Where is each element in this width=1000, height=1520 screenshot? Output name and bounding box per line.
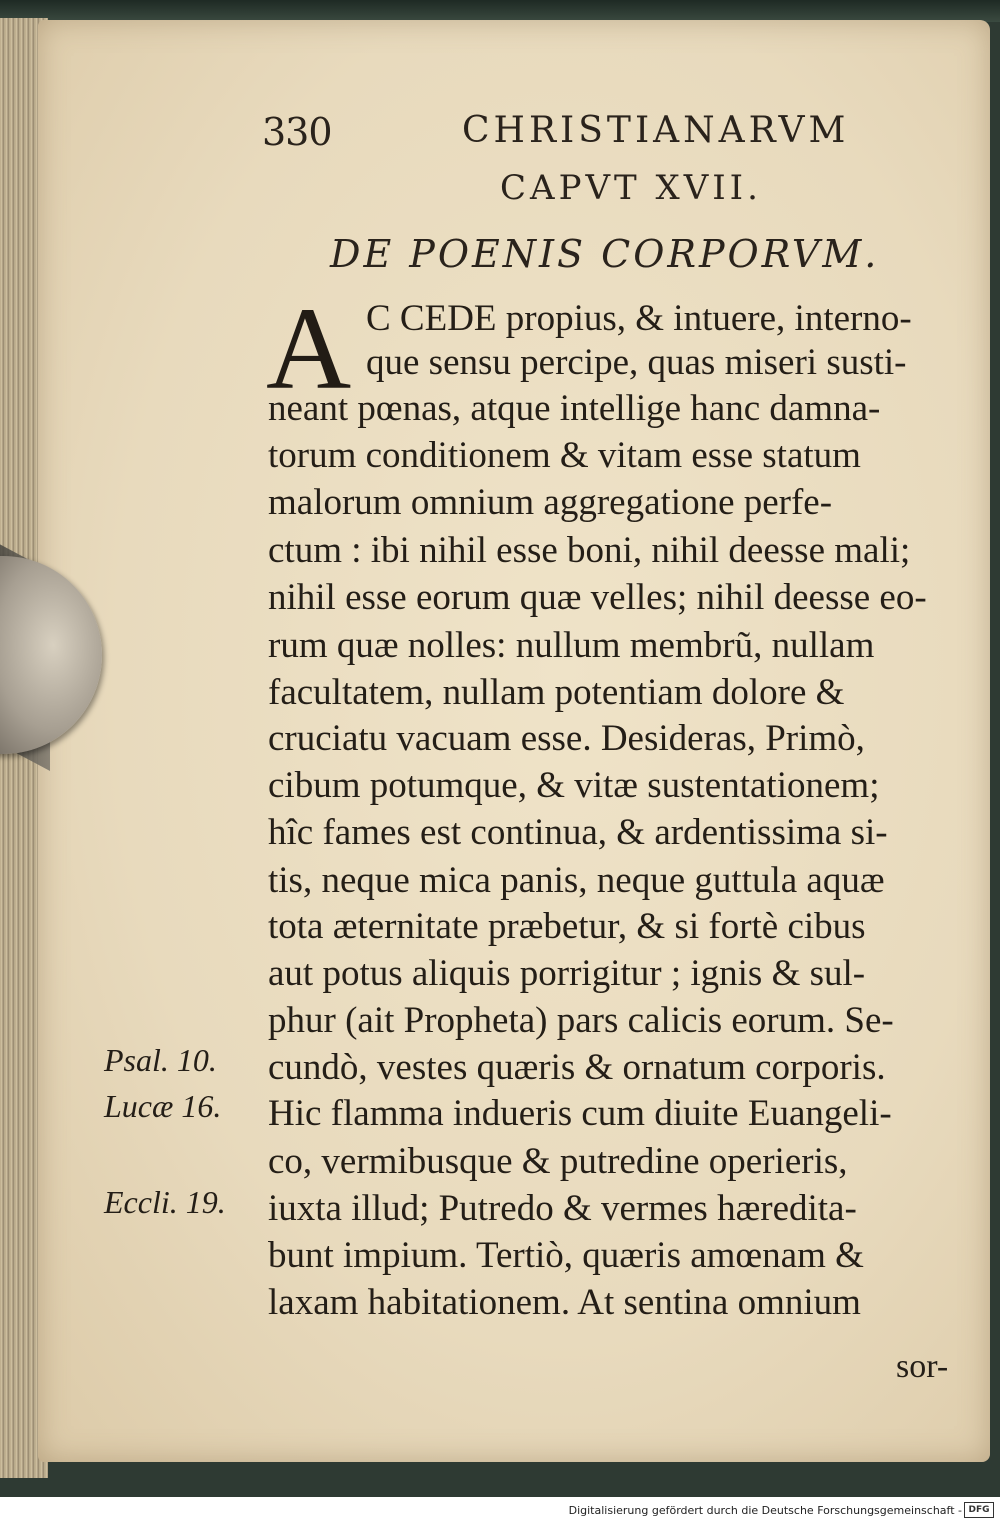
text-line: laxam habitationem. At sentina omnium [268,1282,861,1323]
text-line: torum conditionem & vitam esse statum [268,435,861,476]
text-line: cundò, vestes quæris & ornatum corporis. [268,1047,886,1088]
text-line: ctum : ibi nihil esse boni, nihil deesse mali; [268,530,911,571]
text-line: que sensu percipe, quas miseri susti- [366,342,907,383]
chapter-title: CAPVT XVII. [500,168,762,208]
section-heading: DE POENIS CORPORVM. [330,232,880,276]
text-line: neant pœnas, atque intellige hanc damna- [268,388,881,429]
text-line: cruciatu vacuam esse. Desideras, Primò, [268,718,865,759]
running-title: CHRISTIANARVM [462,110,850,151]
text-line: C CEDE propius, & intuere, interno- [366,298,912,339]
text-line: tis, neque mica panis, neque guttula aquæ [268,860,885,901]
cover-edge [0,0,1000,22]
margin-note-luca: Lucæ 16. [104,1088,222,1124]
text-line: nihil esse eorum quæ velles; nihil deesse eo- [268,577,927,618]
text-line: malorum omnium aggregatione perfe- [268,482,833,523]
page-header [262,110,952,160]
text-line: hîc fames est continua, & ardentissima si- [268,812,888,853]
catchword: sor- [896,1348,949,1385]
text-line: iuxta illud; Putredo & vermes hæredita- [268,1188,857,1229]
drop-cap: A [266,283,352,414]
text-line: cibum potumque, & vitæ sustentationem; [268,765,880,806]
text-line: co, vermibusque & putredine operieris, [268,1141,848,1182]
dfg-logo-icon: DFG [964,1502,994,1518]
text-line: rum quæ nolles: nullum membrũ, nullam [268,625,875,666]
text-line: aut potus aliquis porrigitur ; ignis & sul- [268,953,866,994]
page-number: 330 [262,110,332,154]
text-line: tota æternitate præbetur, & si fortè cibus [268,906,866,947]
footer-credit: Digitalisierung gefördert durch die Deutsche Forschungsgemeinschaft - [568,1504,962,1517]
margin-note-eccli: Eccli. 19. [104,1184,226,1220]
text-line: bunt impium. Tertiò, quæris amœnam & [268,1235,864,1276]
text-line: Hic flamma indueris cum diuite Euangeli- [268,1093,892,1134]
text-line: phur (ait Propheta) pars calicis eorum. Se- [268,1000,894,1041]
text-line: facultatem, nullam potentiam dolore & [268,672,845,713]
margin-note-psal: Psal. 10. [104,1042,217,1078]
